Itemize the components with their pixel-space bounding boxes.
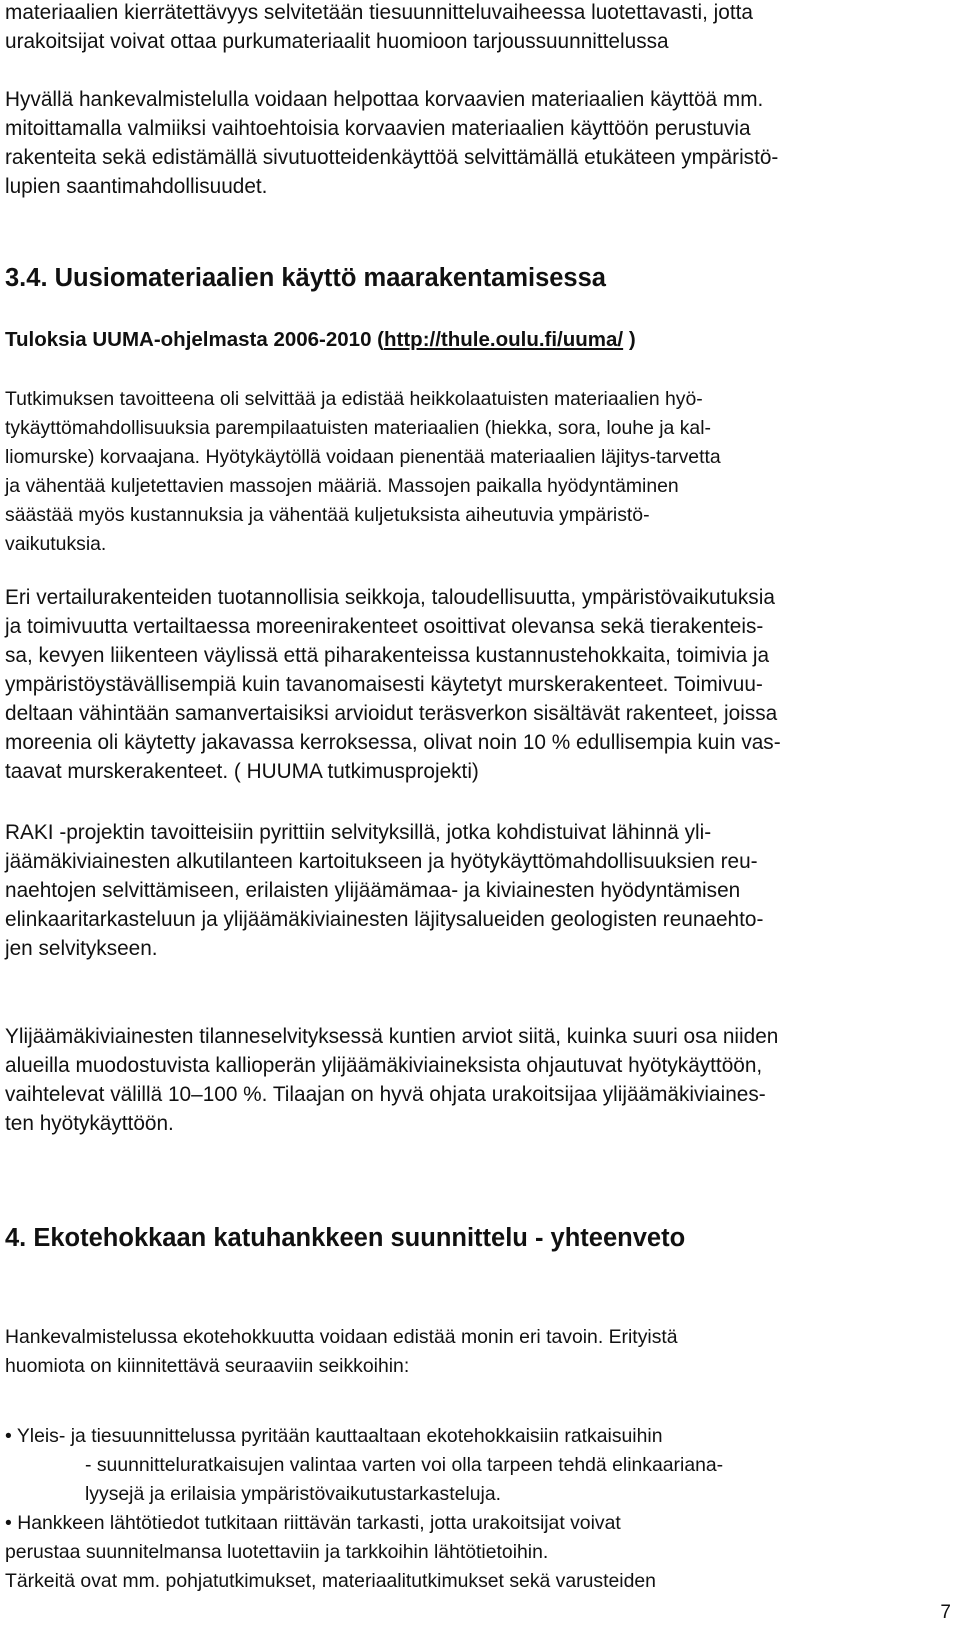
list-item-continuation: perustaa suunnitelmansa luotettaviin ja tarkkoihin lähtötietoihin. <box>5 1541 549 1563</box>
text-line: Ylijäämäkiviainesten tilanneselvityksessä kuntien arviot siitä, kuinka suuri osa niiden <box>5 1025 779 1048</box>
page-number: 7 <box>940 1602 951 1623</box>
text-line: jäämäkiviainesten alkutilanteen kartoitukseen ja hyötykäyttömahdollisuuksien reu- <box>5 850 758 873</box>
text-line: alueilla muodostuvista kallioperän ylijäämäkiviaineksista ohjautuvat hyötykäyttöön, <box>5 1054 763 1077</box>
list-item <box>5 1422 950 1509</box>
text-line: säästää myös kustannuksia ja vähentää kuljetuksista aiheutuvia ympäristö- <box>5 504 650 526</box>
paragraph-hankevalmistelu <box>5 85 950 201</box>
text-line: ja toimivuutta vertailtaessa moreenirakenteet osoittivat olevansa sekä tierakenteis- <box>5 615 764 638</box>
list-item-text: Hankkeen lähtötiedot tutkitaan riittävän tarkasti, jotta urakoitsijat voivat <box>17 1512 621 1534</box>
section-heading-4: 4. Ekotehokkaan katuhankkeen suunnittelu - yhteenveto <box>5 1224 686 1252</box>
paragraph-vertailu <box>5 583 950 786</box>
text-line: RAKI -projektin tavoitteisiin pyrittiin selvityksillä, jotka kohdistuivat lähinnä yli- <box>5 821 712 844</box>
text-line: ten hyötykäyttöön. <box>5 1112 174 1135</box>
paragraph-tutkimus <box>5 385 950 559</box>
text-line: vaikutuksia. <box>5 533 107 555</box>
text-line: lupien saantimahdollisuudet. <box>5 175 268 198</box>
list-item-text: Yleis- ja tiesuunnittelussa pyritään kauttaaltaan ekotehokkaisiin ratkaisuihin <box>16 1425 663 1447</box>
text-line: moreenia oli käytetty jakavassa kerroksessa, olivat noin 10 % edullisempia kuin vas- <box>5 731 781 754</box>
text-line: ympäristöystävällisempiä kuin tavanomaisesti käytetyt murskerakenteet. Toimivuu- <box>5 673 763 696</box>
list-item-subline: lyysejä ja erilaisia ympäristövaikutustarkasteluja. <box>85 1483 501 1505</box>
subheading-suffix: ) <box>623 328 636 351</box>
text-line: ja vähentää kuljetettavien massojen määriä. Massojen paikalla hyödyntäminen <box>5 475 679 497</box>
bullet-icon: • <box>5 1425 12 1447</box>
bullet-list <box>5 1422 950 1596</box>
text-line: elinkaaritarkasteluun ja ylijäämäkiviainesten läjitysalueiden geologisten reunaehto- <box>5 908 764 931</box>
list-item-continuation: Tärkeitä ovat mm. pohjatutkimukset, materiaalitutkimukset sekä varusteiden <box>5 1570 656 1592</box>
text-line: sa, kevyen liikenteen väylissä että piharakenteissa kustannustehokkaita, toimivia ja <box>5 644 770 667</box>
text-line: Hyvällä hankevalmistelulla voidaan helpottaa korvaavien materiaalien käyttöä mm. <box>5 88 764 111</box>
paragraph-top-continuation <box>5 0 950 56</box>
text-line: materiaalien kierrätettävyys selvitetään tiesuunnitteluvaiheessa luotettavasti, jotta <box>5 1 753 24</box>
section-heading-3-4: 3.4. Uusiomateriaalien käyttö maarakentamisessa <box>5 264 606 292</box>
text-line: mitoittamalla valmiiksi vaihtoehtoisia korvaavien materiaalien käyttöön perustuvia <box>5 117 751 140</box>
text-line: vaihtelevat välillä 10–100 %. Tilaajan on hyvä ohjata urakoitsijaa ylijäämäkiviaines- <box>5 1083 766 1106</box>
section-subheading-uuma <box>5 326 950 354</box>
text-line: liomurske) korvaajana. Hyötykäytöllä voidaan pienentää materiaalien läjitys-tarvetta <box>5 446 721 468</box>
text-line: tykäyttömahdollisuuksia parempilaatuisten materiaalien (hiekka, sora, louhe ja kal- <box>5 417 711 439</box>
text-line: jen selvitykseen. <box>5 937 158 960</box>
subheading-prefix: Tuloksia UUMA-ohjelmasta 2006-2010 ( <box>5 328 384 351</box>
paragraph-raki <box>5 818 950 963</box>
text-line: Hankevalmistelussa ekotehokkuutta voidaan edistää monin eri tavoin. Erityistä <box>5 1326 678 1348</box>
paragraph-ekotehokkuus <box>5 1323 950 1381</box>
list-item <box>5 1509 950 1596</box>
text-line: deltaan vähintään samanvertaisiksi arvioidut teräsverkon sisältävät rakenteet, joissa <box>5 702 778 725</box>
paragraph-ylijaama <box>5 1022 950 1138</box>
text-line: naehtojen selvittämiseen, erilaisten ylijäämämaa- ja kiviainesten hyödyntämisen <box>5 879 741 902</box>
text-line: huomiota on kiinnitettävä seuraaviin seikkoihin: <box>5 1355 410 1377</box>
text-line: rakenteita sekä edistämällä sivutuotteidenkäyttöä selvittämällä etukäteen ympäristö- <box>5 146 779 169</box>
text-line: Tutkimuksen tavoitteena oli selvittää ja edistää heikkolaatuisten materiaalien hyö- <box>5 388 703 410</box>
text-line: urakoitsijat voivat ottaa purkumateriaalit huomioon tarjoussuunnittelussa <box>5 30 669 53</box>
text-line: taavat murskerakenteet. ( HUUMA tutkimusprojekti) <box>5 760 479 783</box>
list-item-subline: - suunnitteluratkaisujen valintaa varten voi olla tarpeen tehdä elinkaariana- <box>85 1454 724 1476</box>
uuma-link[interactable]: http://thule.oulu.fi/uuma/ <box>384 328 624 351</box>
text-line: Eri vertailurakenteiden tuotannollisia seikkoja, taloudellisuutta, ympäristövaikutuksia <box>5 586 775 609</box>
bullet-icon: • <box>5 1512 12 1534</box>
